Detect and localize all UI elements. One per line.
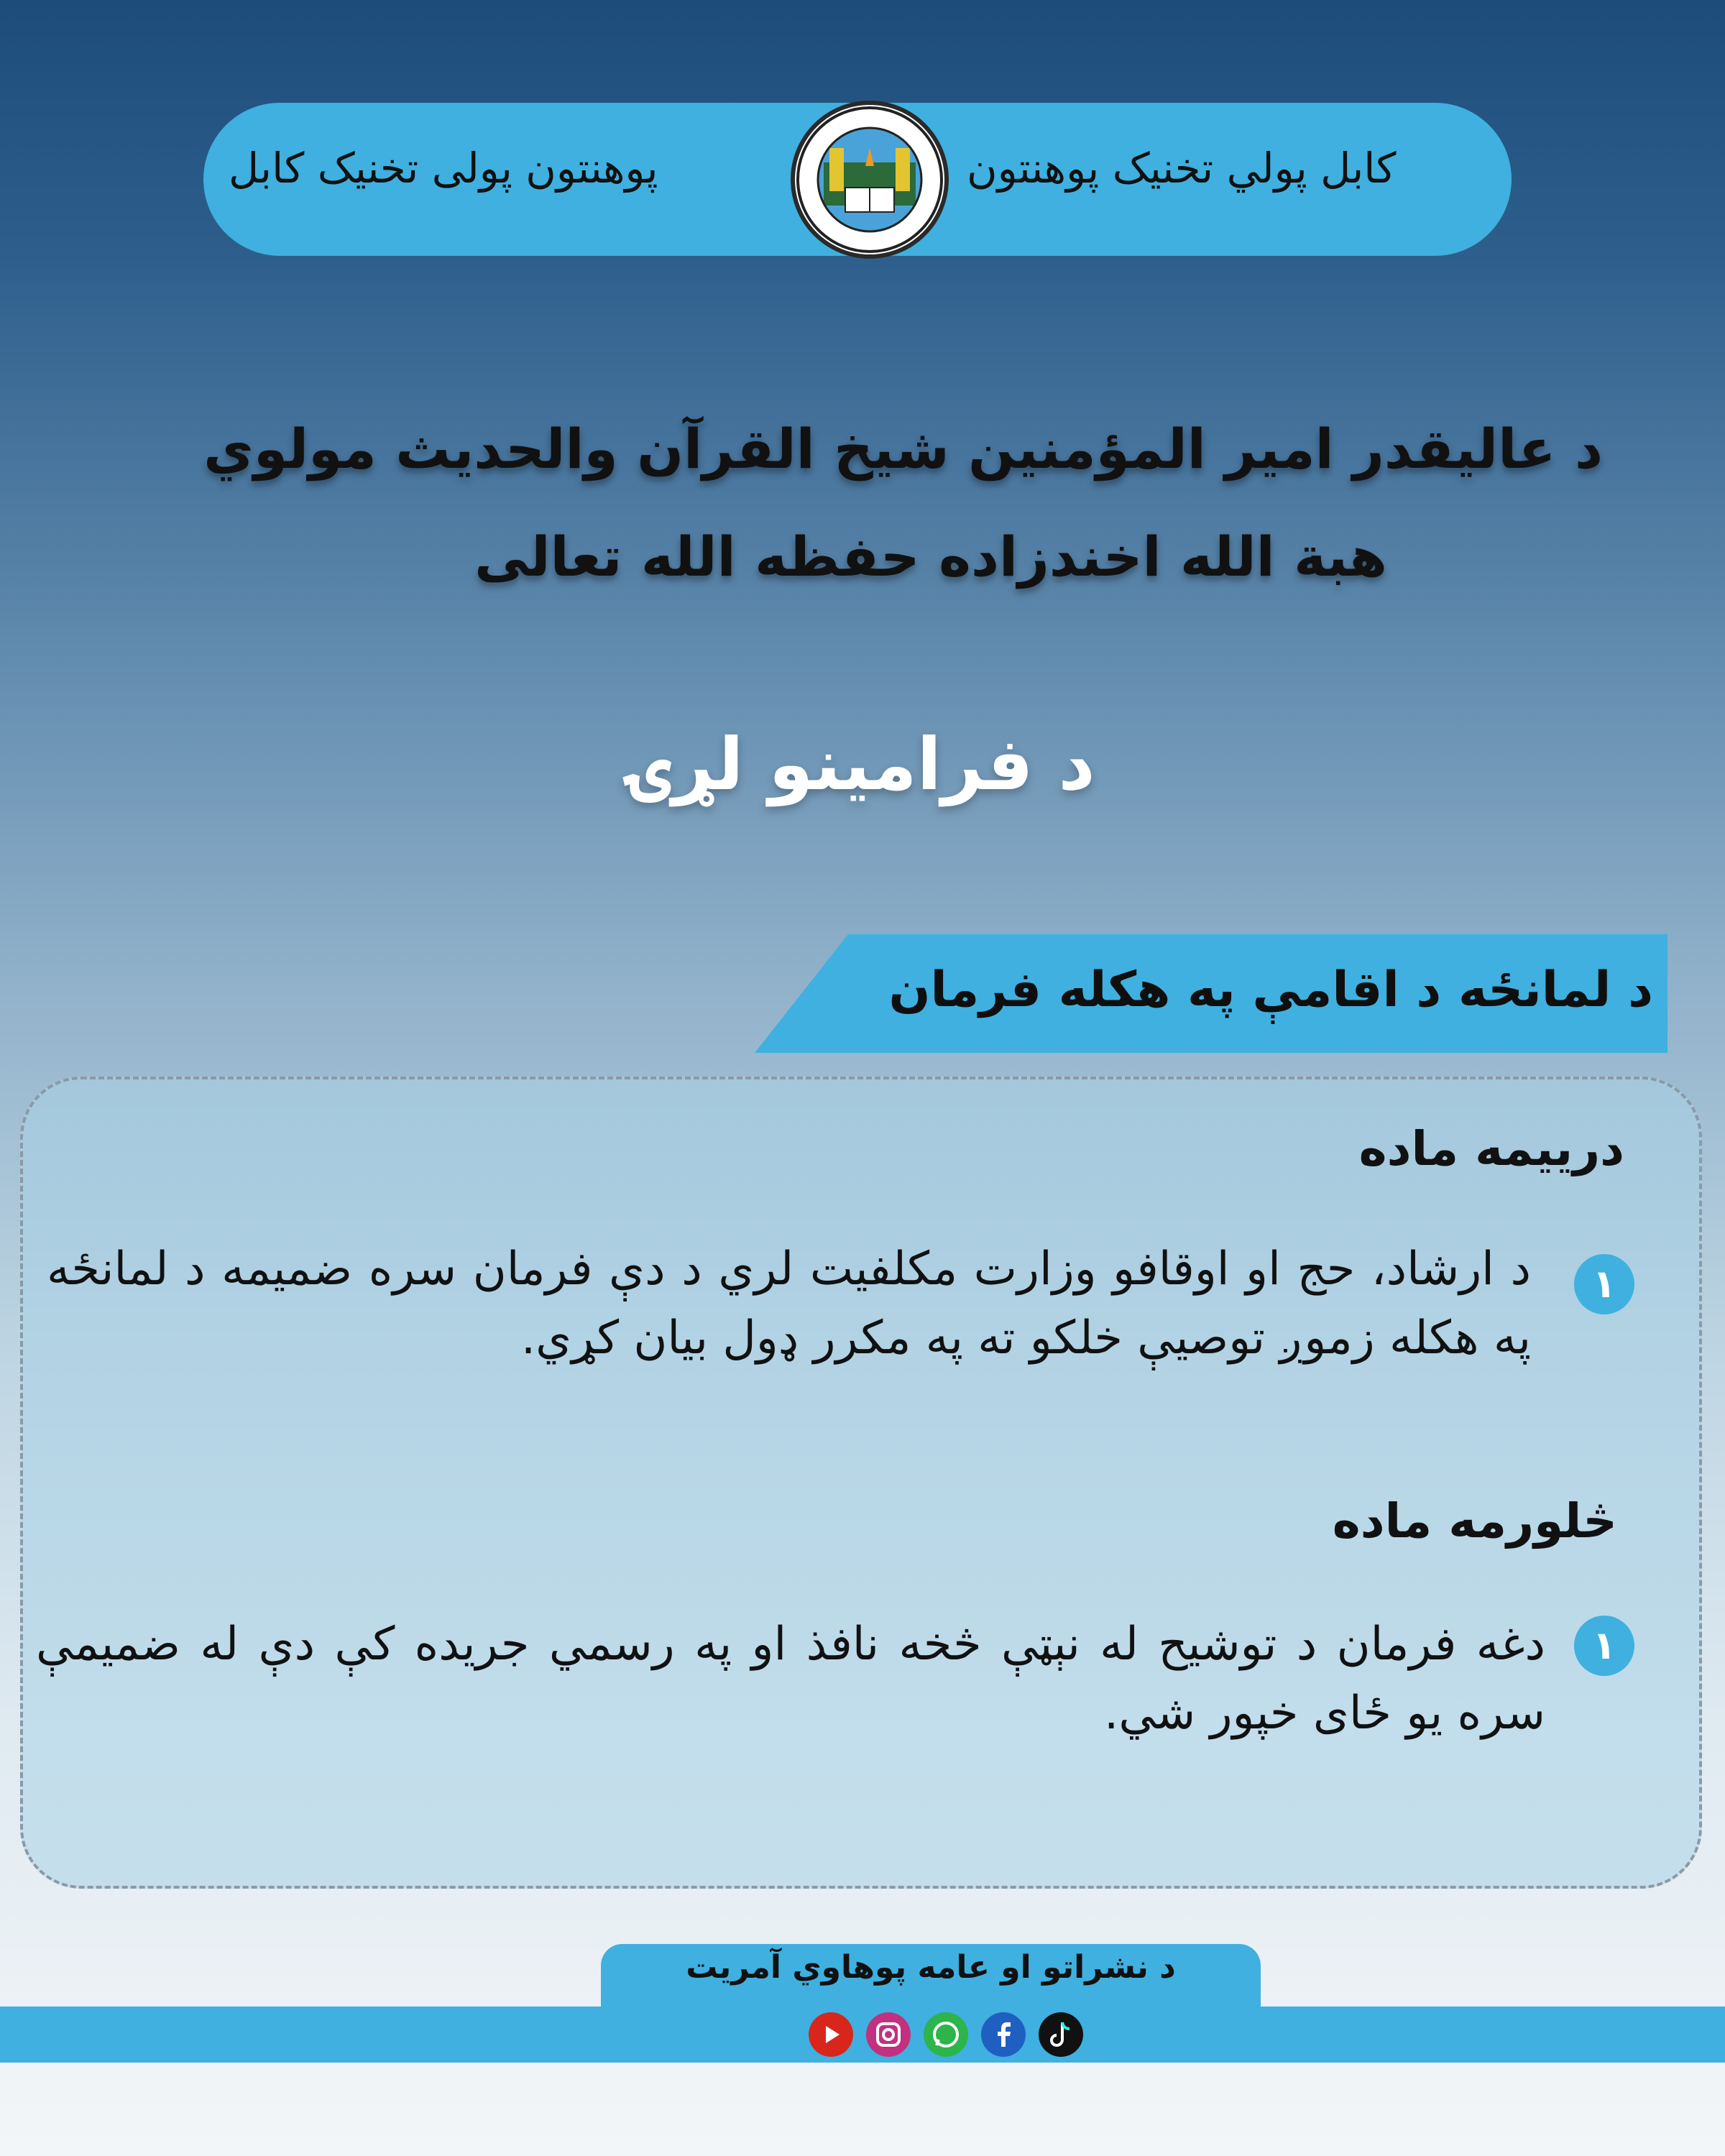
title-line-1: د عالیقدر امیر المؤمنین شیخ القرآن والحدیث مولوي <box>203 417 1603 481</box>
series-subtitle: د فرامینو لړۍ <box>630 722 1095 806</box>
section-4-number-badge: ۱ <box>1574 1616 1634 1676</box>
section-3-number-badge: ۱ <box>1574 1254 1634 1314</box>
section-heading-3: درییمه ماده <box>1358 1121 1624 1176</box>
university-seal-icon <box>795 105 944 254</box>
content-box <box>20 1077 1702 1889</box>
footer-department-text: د نشراتو او عامه پوهاوي آمریت <box>686 1949 1176 1986</box>
section-heading-4: څلورمه ماده <box>1332 1493 1617 1549</box>
title-line-2: هبة الله اخندزاده حفظه الله تعالی <box>474 525 1387 589</box>
section-4-paragraph: دغه فرمان د توشیح له نېټې څخه نافذ او په رسمي جریده کې دې له ضمیمې سره یو ځای خپور شي. <box>36 1618 1545 1740</box>
topic-banner-text: د لمانځه د اقامې په هکله فرمان <box>888 962 1653 1018</box>
whatsapp-icon[interactable] <box>924 2012 968 2057</box>
section-3-paragraph: د ارشاد، حج او اوقافو وزارت مکلفیت لري د دې فرمان سره ضمیمه د لمانځه په هکله زموږ توصیې خلکو ته په مکرر ډول بیان کړي. <box>47 1243 1531 1365</box>
university-logo <box>791 101 949 259</box>
facebook-icon[interactable] <box>981 2012 1026 2057</box>
header-right-text: کابل پولي تخنیک پوهنتون <box>967 144 1397 193</box>
instagram-icon[interactable] <box>866 2012 911 2057</box>
header-left-text: پوهنتون پولی تخنیک کابل <box>229 144 658 193</box>
youtube-icon[interactable] <box>809 2012 853 2057</box>
tiktok-icon[interactable] <box>1039 2012 1083 2057</box>
